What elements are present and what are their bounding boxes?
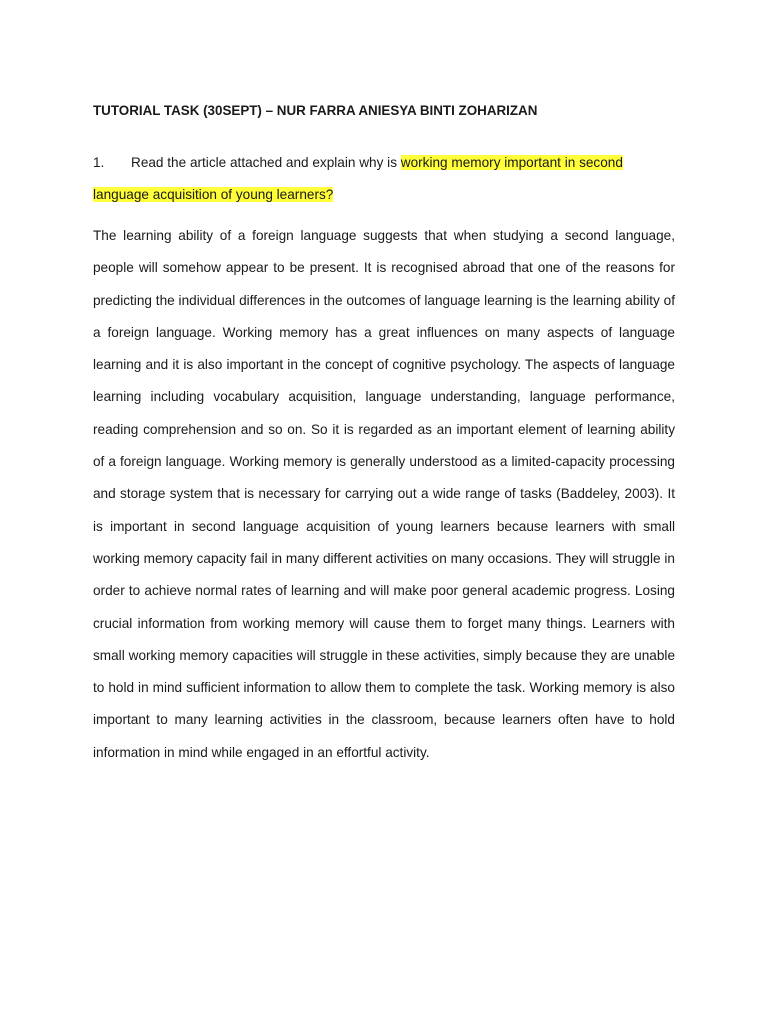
question-number: 1.: [93, 155, 105, 170]
question-1: [93, 147, 675, 211]
document-title: TUTORIAL TASK (30SEPT) – NUR FARRA ANIESYA BINTI ZOHARIZAN: [93, 103, 538, 118]
answer-paragraph: The learning ability of a foreign language suggests that when studying a second language, people will somehow appear to be present. It is recognised abroad that one of the reasons for predicting the individual differences in the outcomes of language learning is the learning ability of a foreign language. Working memory has a great influences on many aspects of language learning and it is also important in the concept of cognitive psychology. The aspects of language learning including vocabulary acquisition, language understanding, language performance, reading comprehension and so on. So it is regarded as an important element of learning ability of a foreign language. Working memory is generally understood as a limited-capacity processing and storage system that is necessary for carrying out a wide range of tasks (Baddeley, 2003). It is important in second language acquisition of young learners because learners with small working memory capacity fail in many different activities on many occasions. They will struggle in order to achieve normal rates of learning and will make poor general academic progress. Losing crucial information from working memory will cause them to forget many things. Learners with small working memory capacities will struggle in these activities, simply because they are unable to hold in mind sufficient information to allow them to complete the task. Working memory is also important to many learning activities in the classroom, because learners often have to hold information in mind while engaged in an effortful activity.: [93, 228, 675, 760]
question-lead: Read the article attached and explain why is: [131, 155, 401, 170]
question-highlighted-text: working memory important in second language acquisition of young learners?: [93, 155, 623, 202]
